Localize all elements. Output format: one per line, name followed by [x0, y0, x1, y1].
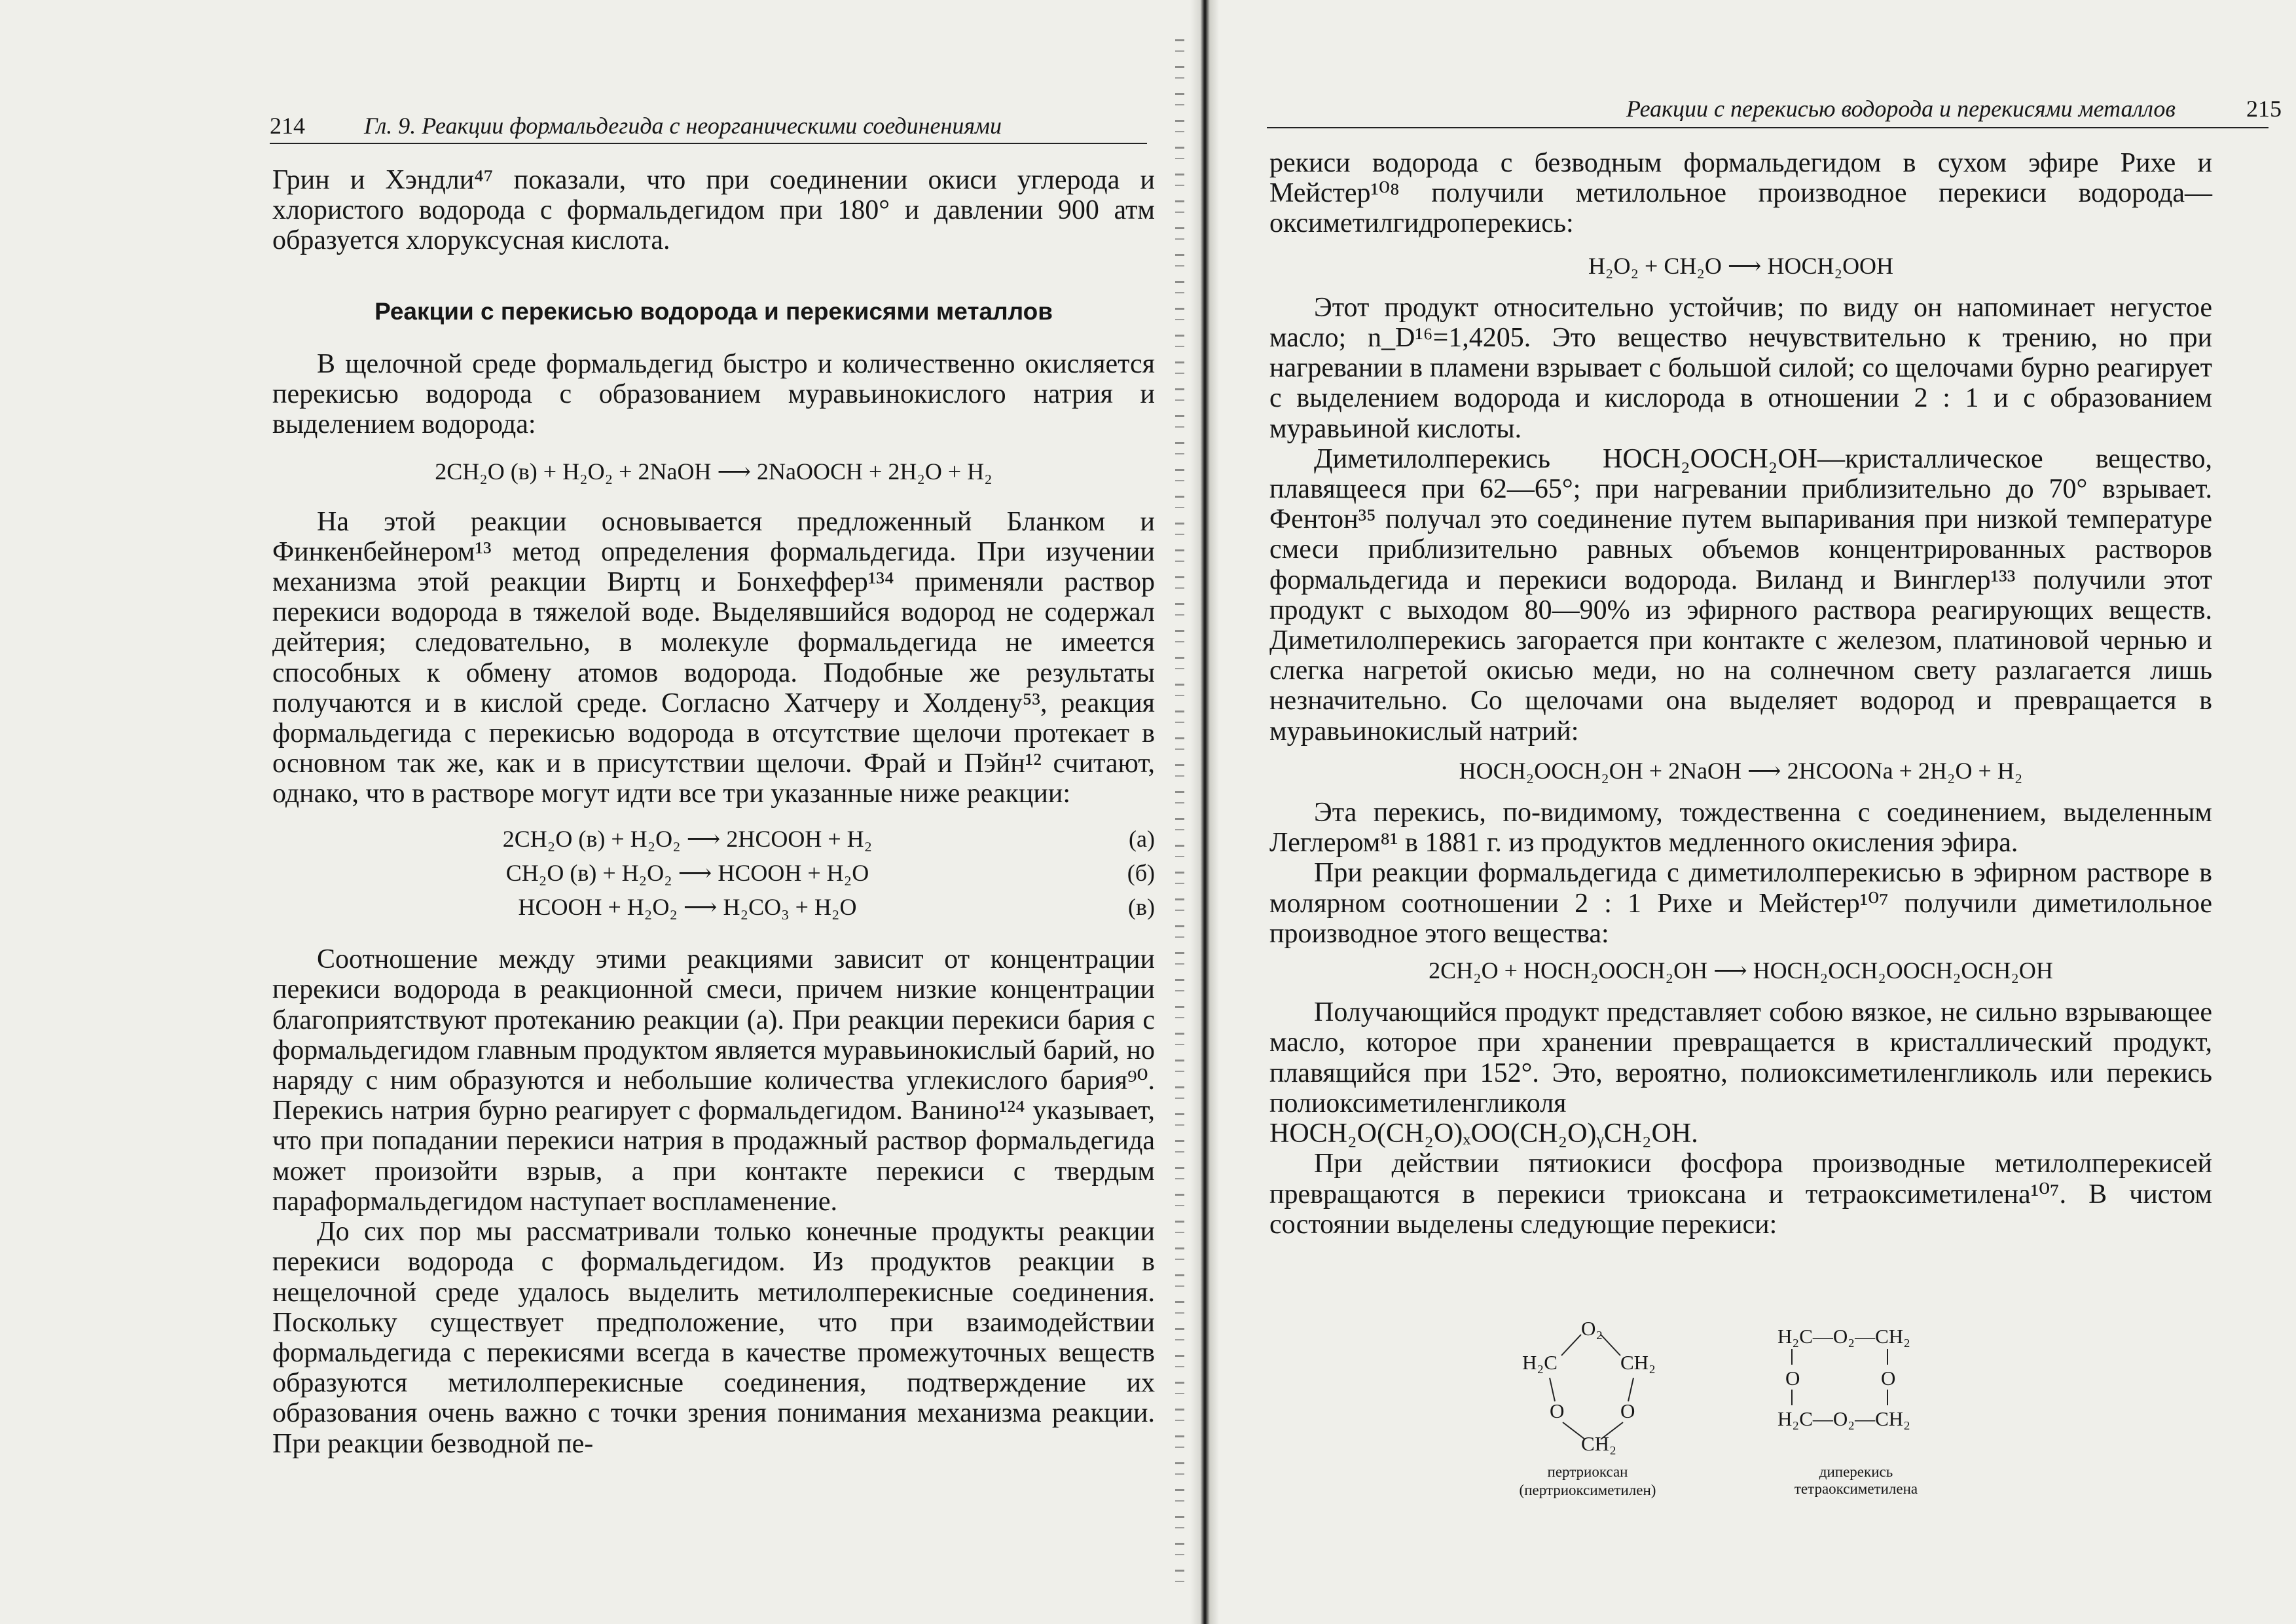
spine-shadow	[1175, 39, 1184, 1585]
diperoxide-bonds	[1777, 1325, 1987, 1456]
right-column	[1269, 148, 2212, 1240]
right-page	[1214, 0, 2296, 1624]
paragraph-intro: Грин и Хэндли⁴⁷ показали, что при соединении окиси углерода и хлористого водорода с формальдегидом при 180° и давлении 900 атм образуется хлоруксусная кислота.	[272, 165, 1155, 256]
paragraph-phosphorus: При действии пятиокиси фосфора производные метилолперекисей превращаются в перекиси триоксана и тетраоксиметилена¹⁰⁷. В чистом состоянии выделены следующие перекиси:	[1269, 1149, 2212, 1240]
left-column	[272, 165, 1155, 1459]
structure-diperoxide	[1777, 1325, 1987, 1509]
caption-pertrioxane: пертриоксан	[1547, 1464, 1628, 1480]
left-running-head	[270, 109, 1055, 143]
caption-diperoxide: диперекись	[1819, 1464, 1893, 1480]
atom-o-left: O	[1550, 1399, 1565, 1422]
paragraph-continued: рекиси водорода с безводным формальдегидом в сухом эфире Рихе и Мейстер¹⁰⁸ получили метилольное производное перекиси водорода—оксиметилгидроперекись:	[1269, 148, 2212, 239]
paragraph-legler: Эта перекись, по-видимому, тождественна с соединением, выделенным Леглером⁸¹ в 1881 г. из продуктов медленного окисления эфира.	[1269, 798, 2212, 858]
equation-2: HOCH₂OOCH₂OH + 2NaOH ⟶ 2HCOONa + 2H₂O + H₂	[1459, 757, 2023, 784]
paragraph-blank: На этой реакции основывается предложенный Бланком и Финкенбейнером¹³ метод определения формальдегида. При изучении механизма этой реакции Виртц и Бонхеффер¹³⁴ применяли раствор перекиси водорода в тяжелой воде. Выделявшийся водород не содержал дейтерия; следовательно, в молекуле формальдегида не имеется способных к обмену атомов водорода. Подобные же результаты получаются и в кислой среде. Согласно Хатчеру и Холдену⁵³, реакция формальдегида с перекисью водорода в отсутствие щелочи протекает в основном так же, как и в присутствии щелочи. Фрай и Пэйн¹² считают, однако, что в растворе могут идти все три указанные ниже реакции:	[272, 506, 1155, 809]
right-head-rule	[1267, 127, 2269, 128]
equation-label: (а)	[1129, 825, 1155, 852]
equation-c: HCOOH + H₂O₂ ⟶ H₂CO₃ + H₂O (в)	[272, 892, 1155, 922]
equation-b: CH₂O (в) + H₂O₂ ⟶ HCOOH + H₂O (б)	[272, 858, 1155, 888]
struct-row-top: H₂C—O₂—CH₂	[1777, 1325, 1910, 1348]
atom-ch2-bottom: CH₂	[1581, 1432, 1616, 1455]
structure-pertrioxane	[1489, 1318, 1686, 1507]
right-running-title: Реакции с перекисью водорода и перекисями металлов	[1626, 96, 2176, 122]
struct-row-bottom: H₂C—O₂—CH₂	[1777, 1407, 1910, 1430]
equation-label: (б)	[1127, 859, 1155, 886]
formula-polyoxymethylene: HOCH₂O(CH₂O)ₓOO(CH₂O)ᵧCH₂OH.	[1269, 1118, 1698, 1149]
equation-3: 2CH₂O + HOCH₂OOCH₂OH ⟶ HOCH₂OCH₂OOCH₂OCH₂OH	[1429, 957, 2053, 984]
right-page-number: 215	[2246, 96, 2282, 122]
left-running-title: Гл. 9. Реакции формальдегида с неорганическими соединениями	[364, 113, 1002, 139]
left-page-number: 214	[270, 113, 305, 139]
equation-label: (в)	[1128, 894, 1155, 921]
atom-ch2-right: CH₂	[1620, 1351, 1656, 1374]
caption-pertrioxymethylene: (пертриоксиметилен)	[1519, 1482, 1656, 1498]
equation-a: 2CH₂O (в) + H₂O₂ ⟶ 2HCOOH + H₂ (а)	[272, 824, 1155, 854]
left-head-rule	[270, 143, 1147, 144]
atom-o-right: O	[1881, 1367, 1896, 1390]
paragraph-reaction: При реакции формальдегида с диметилолперекисью в эфирном растворе в молярном соотношении 2 : 1 Рихе и Мейстер¹⁰⁷ получили диметилольное производное этого вещества:	[1269, 858, 2212, 949]
equation-1: H₂O₂ + CH₂O ⟶ HOCH₂OOH	[1588, 252, 1894, 279]
equation-main: 2CH₂O (в) + H₂O₂ + 2NaOH ⟶ 2NaOOCH + 2H₂O + H₂	[435, 458, 993, 485]
atom-o-right: O	[1620, 1399, 1635, 1422]
ring-bonds	[1489, 1318, 1686, 1468]
paragraph-product: Получающийся продукт представляет собою вязкое, не сильно взрывающее масло, которое при хранении превращается в кристаллический продукт, плавящийся при 152°. Это, вероятно, полиоксиметиленгликоль или перекись полиоксиметиленгликоля	[1269, 997, 2212, 1118]
paragraph-dimethylol: Диметилолперекись HOCH₂OOCH₂OH—кристаллическое вещество, плавящееся при 62—65°; при нагревании приблизительно до 70° взрывает. Фентон³⁵ получал это соединение путем выпаривания при низкой температуре смеси приблизительно равных объемов концентрированных растворов формальдегида и перекиси водорода. Виланд и Винглер¹³³ получили этот продукт с выходом 80—90% из эфирного раствора реагирующих веществ. Диметилолперекись загорается при контакте с железом, платиновой чернью и слегка нагретой окисью меди, но на солнечном свету разлагается лишь незначительно. Со щелочами она выделяет водород и превращается в муравьинокислый натрий:	[1269, 443, 2212, 747]
right-running-head	[1404, 92, 2282, 126]
atom-o-left: O	[1785, 1367, 1800, 1390]
paragraph-until: До сих пор мы рассматривали только конечные продукты реакции перекиси водорода с формальдегидом. Из продуктов реакции в нещелочной среде удалось выделить метилолперекисные соединения. Поскольку существует предположение, что при взаимодействии формальдегида с перекисями всегда в качестве промежуточных веществ образуются метилолперекисные соединения, подтверждение их образования очень важно с точки зрения понимания механизма реакции. При реакции безводной пе-	[272, 1217, 1155, 1459]
section-heading: Реакции с перекисью водорода и перекисями металлов	[374, 297, 1053, 325]
caption-tetraoxymethylene: тетраоксиметилена	[1794, 1481, 1918, 1497]
paragraph-alkaline: В щелочной среде формальдегид быстро и количественно окисляется перекисью водорода с образованием муравьинокислого натрия и выделением водорода:	[272, 348, 1155, 440]
atom-o2-top: O₂	[1581, 1317, 1603, 1340]
paragraph-ratio: Соотношение между этими реакциями зависит от концентрации перекиси водорода в реакционной смеси, причем низкие концентрации благоприятствуют протеканию реакции (а). При реакции перекиси бария с формальдегидом главным продуктом является муравьинокислый барий, но наряду с ним образуются и небольшие количества углекислого бария⁹⁰. Перекись натрия бурно реагирует с формальдегидом. Ванино¹²⁴ указывает, что при попадании перекиси натрия в продажный раствор формальдегида может произойти взрыв, а при контакте перекиси с твердым параформальдегидом наступает воспламенение.	[272, 944, 1155, 1217]
paragraph-stable: Этот продукт относительно устойчив; по виду он напоминает негустое масло; n_D¹⁶=1,4205. Это вещество нечувствительно к трению, но при нагревании в пламени взрывает с большой силой; со щелочами бурно реагирует с выделением водорода и кислорода в отношении 2 : 1 и с образованием муравьиной кислоты.	[1269, 292, 2212, 444]
atom-h2c-left: H₂C	[1522, 1351, 1558, 1374]
